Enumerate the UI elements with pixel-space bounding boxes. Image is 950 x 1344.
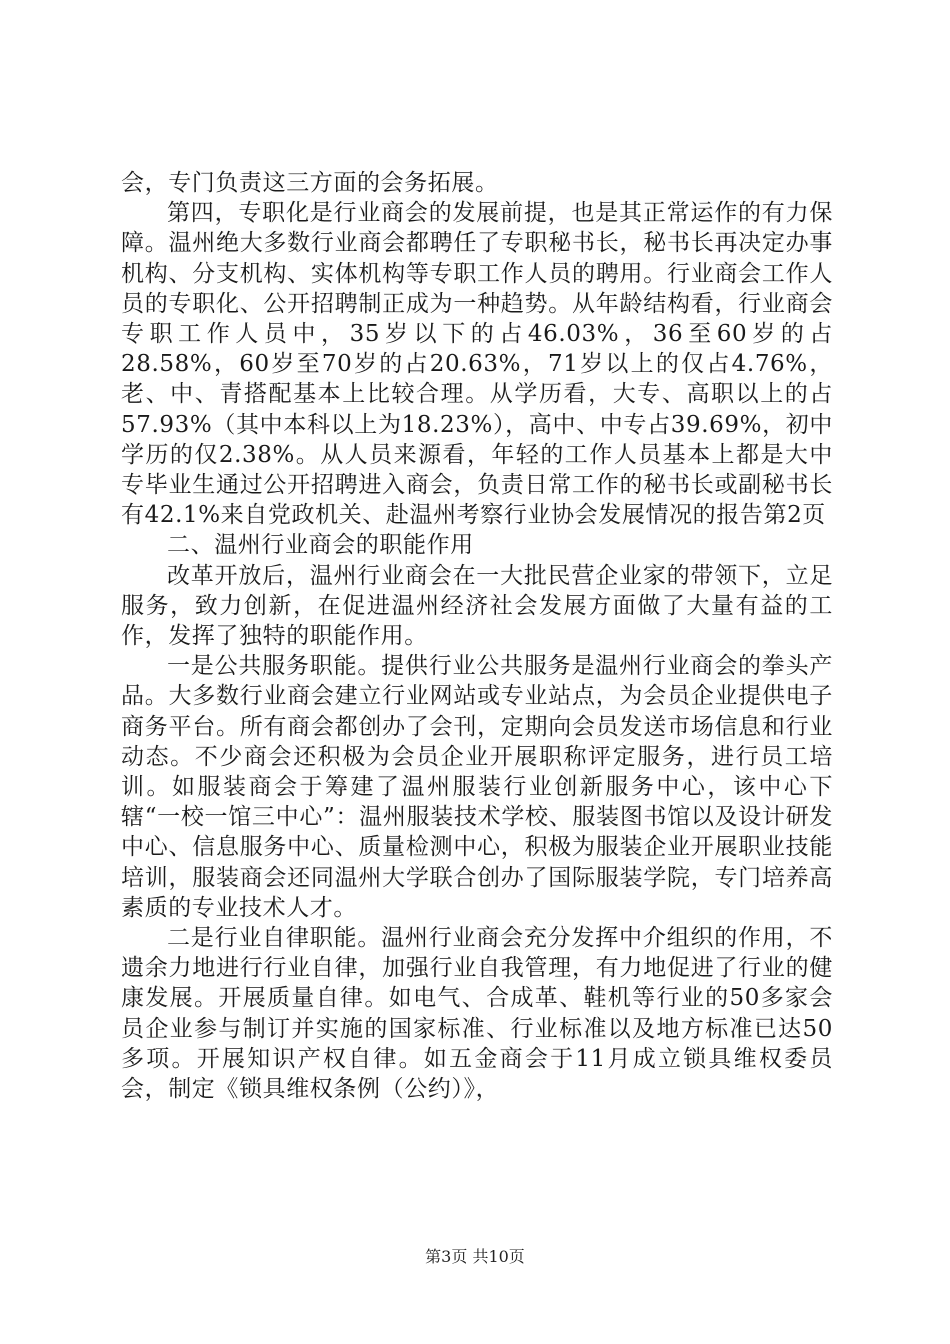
page-footer: 第3页 共10页 xyxy=(425,1247,525,1266)
paragraph-reform-intro: 改革开放后，温州行业商会在一大批民营企业家的带领下，立足服务，致力创新，在促进温州经济社会发展方面做了大量有益的工作，发挥了独特的职能作用。 xyxy=(121,562,833,650)
section-heading-functions: 二、温州行业商会的职能作用 xyxy=(167,532,474,559)
document-body xyxy=(121,168,833,1104)
paragraph-public-service: 一是公共服务职能。提供行业公共服务是温州行业商会的拳头产品。大多数行业商会建立行业网站或专业站点，为会员企业提供电子商务平台。所有商会都创办了会刊，定期向会员发送市场信息和行业动态。不少商会还积极为会员企业开展职称评定服务，进行员工培训。如服装商会于筹建了温州服装行业创新服务中心，该中心下辖“一校一馆三中心”：温州服装技术学校、服装图书馆以及设计研发中心、信息服务中心、质量检测中心，积极为服装企业开展职业技能培训，服装商会还同温州大学联合创办了国际服装学院，专门培养高素质的专业技术人才。 xyxy=(121,653,833,921)
paragraph-fourth-point: 第四，专职化是行业商会的发展前提，也是其正常运作的有力保障。温州绝大多数行业商会都聘任了专职秘书长，秘书长再决定办事机构、分支机构、实体机构等专职工作人员的聘用。行业商会工作人员的专职化、公开招聘制正成为一种趋势。从年龄结构看，行业商会专职工作人员中，35岁以下的占46.03%，36至60岁的占28.58%，60岁至70岁的占20.63%，71岁以上的仅占4.76%，老、中、青搭配基本上比较合理。从学历看，大专、高职以上的占57.93%（其中本科以上为18.23%），高中、中专占39.69%，初中学历的仅2.38%。从人员来源看，年轻的工作人员基本上都是大中专毕业生通过公开招聘进入商会，负责日常工作的秘书长或副秘书长有42.1%来自党政机关、赴温州考察行业协会发展情况的报告第2页 xyxy=(121,200,833,529)
paragraph-self-discipline: 二是行业自律职能。温州行业商会充分发挥中介组织的作用，不遗余力地进行行业自律，加强行业自我管理，有力地促进了行业的健康发展。开展质量自律。如电气、合成革、鞋机等行业的50多家会员企业参与制订并实施的国家标准、行业标准以及地方标准已达50多项。开展知识产权自律。如五金商会于11月成立锁具维权委员会，制定《锁具维权条例（公约）》， xyxy=(121,925,833,1103)
paragraph-continuation: 会，专门负责这三方面的会务拓展。 xyxy=(121,170,499,196)
